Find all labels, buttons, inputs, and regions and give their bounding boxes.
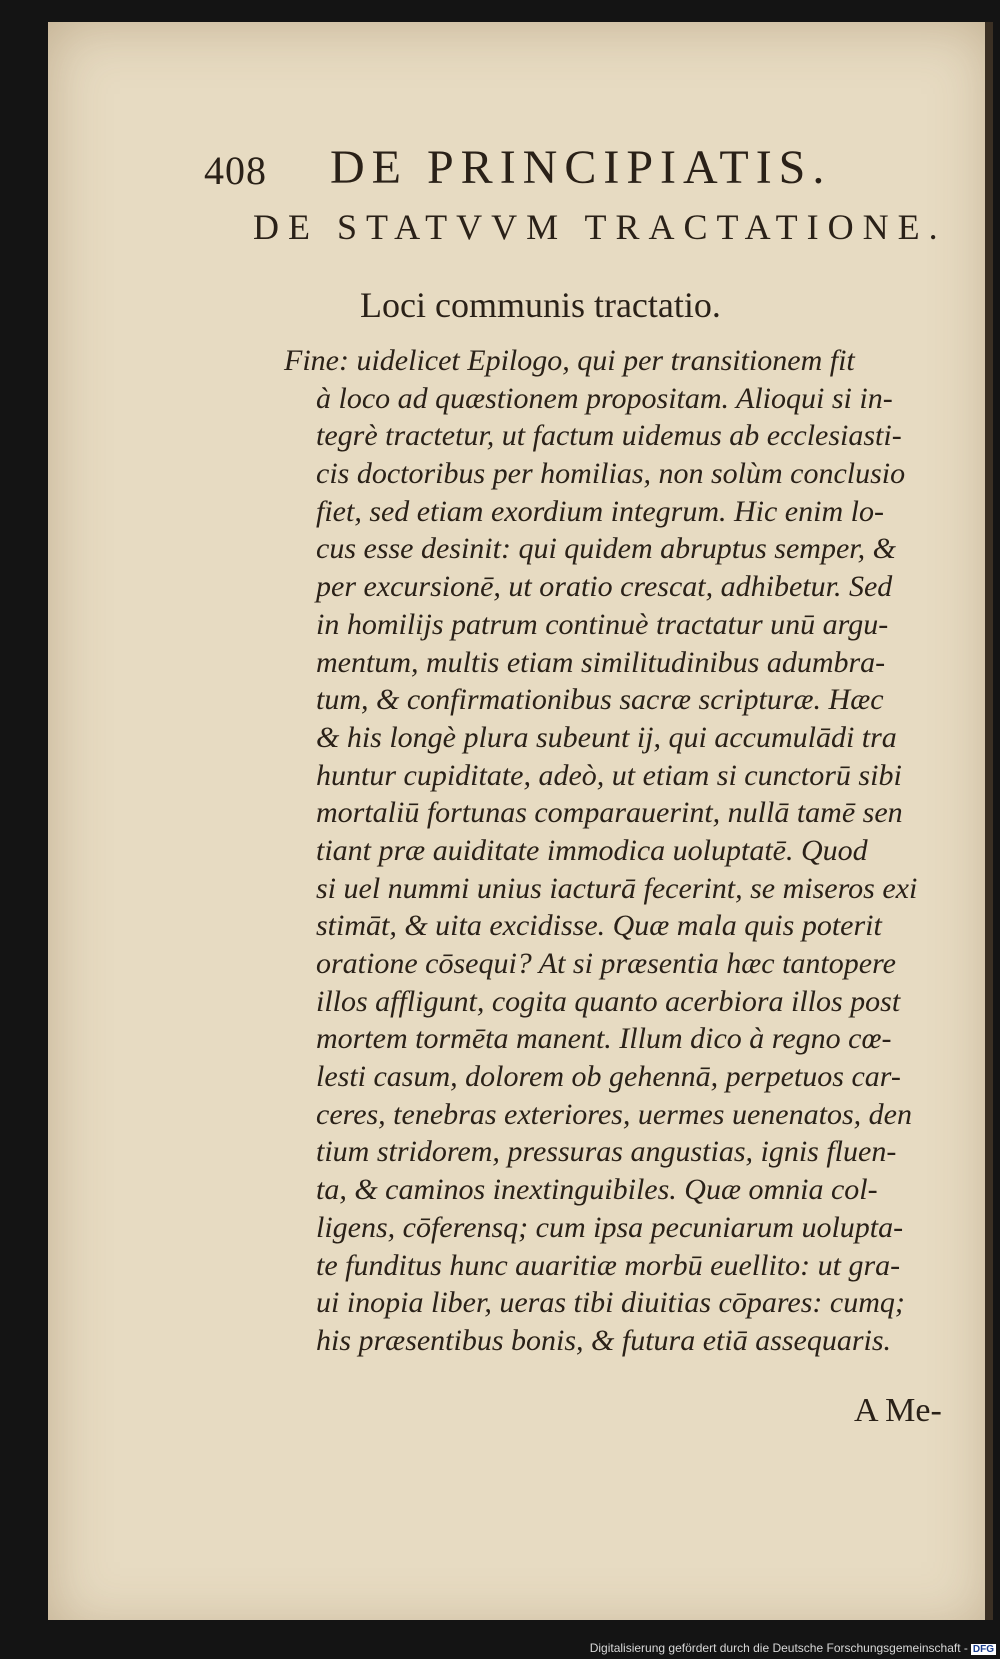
text-line: tum, & confirmationibus sacræ scripturæ. Hæc: [316, 683, 884, 717]
text-line: huntur cupiditate, adeò, ut etiam si cunctorū sibi: [316, 758, 902, 792]
section-heading: Loci communis tractatio.: [360, 285, 721, 325]
text-line: mortem tormēta manent. Illum dico à regno cœ-: [316, 1022, 892, 1056]
text-line: Fine: uidelicet Epilogo, qui per transitionem fit: [284, 344, 855, 377]
dfg-logo: DFG: [972, 1644, 994, 1655]
text-line: mentum, multis etiam similitudinibus adumbra-: [316, 645, 886, 679]
text-line: his præsentibus bonis, & futura etiā assequaris.: [316, 1323, 892, 1357]
text-line: fiet, sed etiam exordium integrum. Hic enim lo-: [316, 494, 884, 528]
book-page: [48, 22, 993, 1634]
text-line: in homilijs patrum continuè tractatur unū argu-: [316, 607, 889, 641]
text-line: stimāt, & uita excidisse. Quæ mala quis poterit: [316, 909, 882, 943]
text-line: illos affligunt, cogita quanto acerbiora illos post: [316, 984, 901, 1018]
running-title: DE PRINCIPIATIS.: [330, 141, 832, 194]
footer-text: Digitalisierung gefördert durch die Deutsche Forschungsgemeinschaft -: [589, 1641, 968, 1655]
text-line: ceres, tenebras exteriores, uermes uenenatos, den: [316, 1097, 912, 1131]
page-subtitle: DE STATVVM TRACTATIONE.: [253, 207, 947, 247]
text-line: te funditus hunc auaritiæ morbū euellito: ut gra-: [316, 1248, 901, 1282]
text-line: mortaliū fortunas comparauerint, nullā tamē sen: [316, 796, 903, 830]
book-spine-edge: [985, 22, 993, 1634]
text-line: à loco ad quæstionem propositam. Alioqui si in-: [316, 381, 893, 415]
body-text: [284, 342, 918, 1360]
text-line: ligens, cōferensq; cum ipsa pecuniarum uolupta-: [316, 1210, 904, 1244]
text-line: lesti casum, dolorem ob gehennā, perpetuos car-: [316, 1060, 901, 1094]
page-number: 408: [204, 148, 267, 193]
text-line: oratione cōsequi? At si præsentia hæc tantopere: [316, 947, 896, 980]
text-line: ta, & caminos inextinguibiles. Quæ omnia col-: [316, 1173, 878, 1207]
text-line: ui inopia liber, ueras tibi diuitias cōpares: cumq;: [316, 1286, 905, 1320]
digitization-footer: [590, 1641, 996, 1655]
text-line: tegrè tractetur, ut factum uidemus ab ecclesiasti-: [316, 419, 902, 453]
text-line: si uel nummi unius iacturā fecerint, se miseros exi: [316, 871, 918, 905]
text-line: per excursionē, ut oratio crescat, adhibetur. Sed: [316, 570, 893, 604]
text-line: tiant præ auiditate immodica uoluptatē. Quod: [316, 833, 868, 867]
text-line: tium stridorem, pressuras angustias, ignis fluen-: [316, 1135, 897, 1169]
text-line: cis doctoribus per homilias, non solùm conclusio: [316, 457, 906, 491]
catchword: A Me-: [854, 1392, 942, 1429]
text-line: & his longè plura subeunt ij, qui accumulādi tra: [316, 720, 897, 754]
text-line: cus esse desinit: qui quidem abruptus semper, &: [316, 532, 896, 566]
